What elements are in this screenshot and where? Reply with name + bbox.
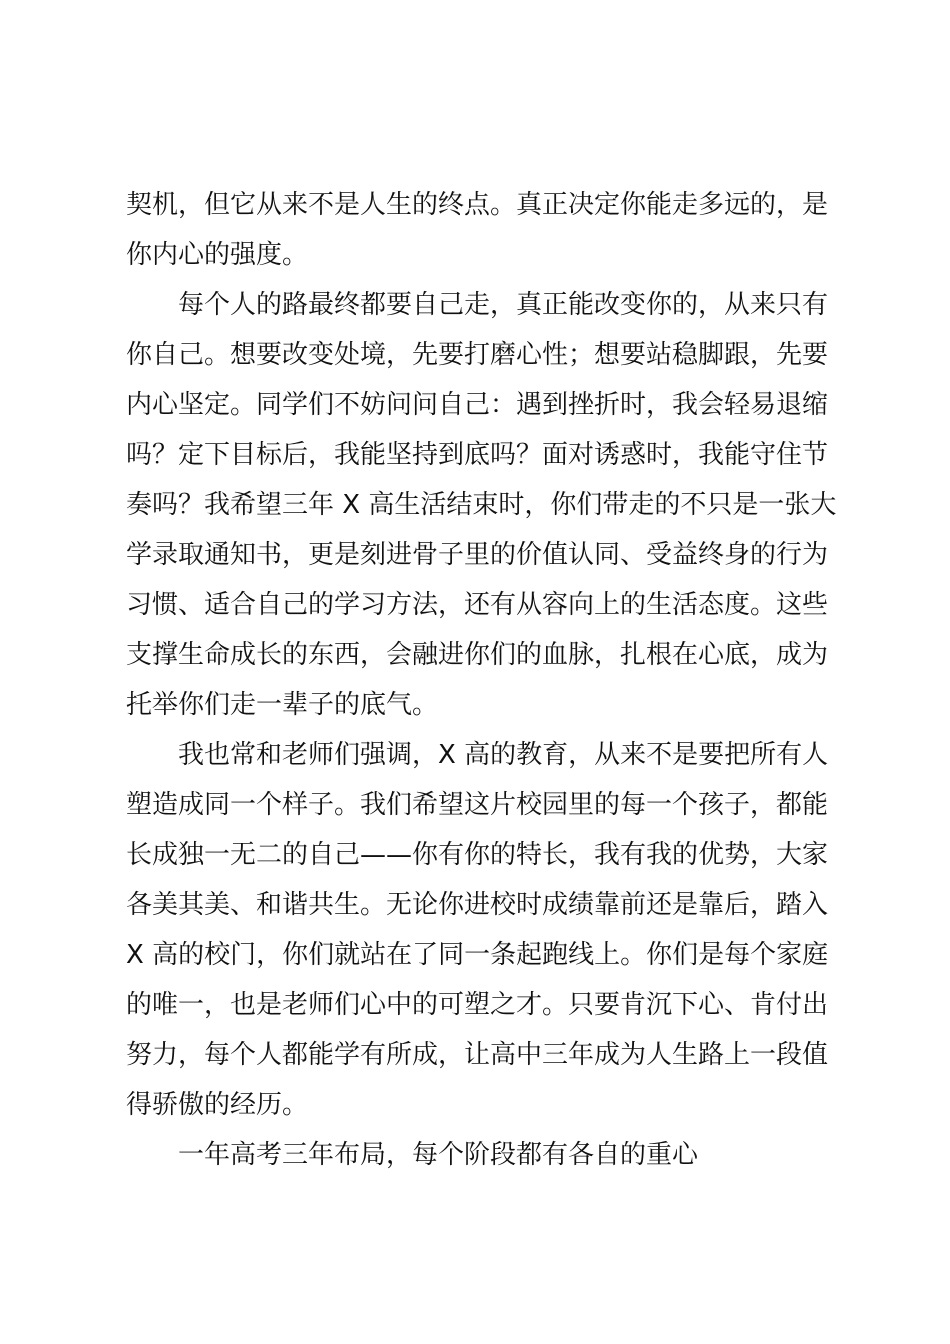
text-line: 契机，但它从来不是人生的终点。真正决定你能走多远的，是 [126,190,829,220]
text-line: 各美其美、和谐共生。无论你进校时成绩靠前还是靠后，踏入 [126,890,829,920]
text-line: 内心坚定。同学们不妨问问自己：遇到挫折时，我会轻易退缩 [126,390,829,420]
text-line: 习惯、适合自己的学习方法，还有从容向上的生活态度。这些 [126,590,829,620]
text-line: 一年高考三年布局，每个阶段都有各自的重心 [126,1140,699,1170]
text-line: 托举你们走一辈子的底气。 [126,690,439,720]
text-line: 奏吗？我希望三年 X 高生活结束时，你们带走的不只是一张大 [126,490,837,520]
text-line: 你自己。想要改变处境，先要打磨心性；想要站稳脚跟，先要 [126,340,829,370]
text-line: X 高的校门，你们就站在了同一条起跑线上。你们是每个家庭 [126,940,829,970]
text-line: 的唯一，也是老师们心中的可塑之才。只要肯沉下心、肯付出 [126,990,829,1020]
text-line: 努力，每个人都能学有所成，让高中三年成为人生路上一段值 [126,1040,829,1070]
text-line: 塑造成同一个样子。我们希望这片校园里的每一个孩子，都能 [126,790,829,820]
text-line: 得骄傲的经历。 [126,1090,309,1120]
text-line: 支撑生命成长的东西，会融进你们的血脉，扎根在心底，成为 [126,640,829,670]
text-line: 吗？定下目标后，我能坚持到底吗？面对诱惑时，我能守住节 [126,440,829,470]
text-line: 长成独一无二的自己——你有你的特长，我有我的优势，大家 [126,840,829,870]
text-line: 学录取通知书，更是刻进骨子里的价值认同、受益终身的行为 [126,540,829,570]
text-line: 我也常和老师们强调，X 高的教育，从来不是要把所有人 [126,740,829,770]
text-line: 每个人的路最终都要自己走，真正能改变你的，从来只有 [126,290,829,320]
text-line: 你内心的强度。 [126,240,309,270]
